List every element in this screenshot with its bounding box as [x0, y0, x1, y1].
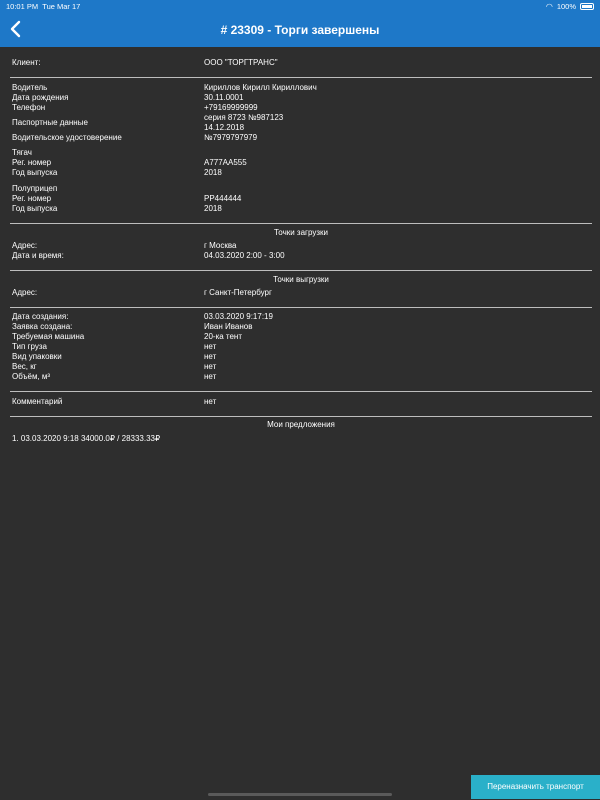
volume-row [10, 372, 592, 382]
license-row [10, 133, 592, 143]
unloading-section-title: Точки выгрузки [273, 275, 329, 284]
cargo-value: нет [204, 342, 217, 351]
trailer-label: Полуприцеп [12, 184, 58, 193]
tractor-year-row [10, 168, 592, 178]
trailer-reg-label: Рег. номер [12, 194, 52, 203]
page-title: # 23309 - Торги завершены [220, 23, 380, 37]
offers-section-title: Мои предложения [267, 420, 335, 429]
cargo-label: Тип груза [12, 342, 47, 351]
weight-value: нет [204, 362, 217, 371]
weight-row [10, 362, 592, 372]
trailer-heading [10, 184, 592, 194]
loading-time-value: 04.03.2020 2:00 - 3:00 [204, 251, 285, 260]
weight-label: Вес, кг [12, 362, 37, 371]
created-label: Дата создания: [12, 312, 69, 321]
created-row [10, 312, 592, 322]
tractor-year-label: Год выпуска [12, 168, 58, 177]
pack-row [10, 352, 592, 362]
created-value: 03.03.2020 9:17:19 [204, 312, 273, 321]
birth-row [10, 93, 592, 103]
loading-addr-value: г Москва [204, 241, 237, 250]
passport-row [10, 113, 592, 133]
vehicle-label: Требуемая машина [12, 332, 85, 341]
vehicle-value: 20-ка тент [204, 332, 243, 341]
author-label: Заявка создана: [12, 322, 73, 331]
passport-series: серия 8723 №987123 [204, 113, 284, 122]
wifi-icon: ◠ [545, 1, 553, 11]
phone-label: Телефон [12, 103, 46, 112]
unloading-addr-value: г Санкт-Петербург [204, 288, 272, 297]
tractor-reg-value: А777АА555 [204, 158, 247, 167]
unloading-addr-row [10, 288, 592, 298]
trailer-year-row [10, 204, 592, 214]
status-date: Tue Mar 17 [42, 2, 81, 11]
author-row [10, 322, 592, 332]
tractor-reg-row [10, 158, 592, 168]
pack-value: нет [204, 352, 217, 361]
battery-percent: 100% [556, 2, 576, 11]
unloading-addr-label: Адрес: [12, 288, 38, 297]
author-value: Иван Иванов [204, 322, 253, 331]
driver-row [10, 83, 592, 93]
client-value: ООО "ТОРГТРАНС" [204, 58, 278, 67]
cargo-row [10, 342, 592, 352]
loading-addr-label: Адрес: [12, 241, 38, 250]
battery-icon [580, 3, 594, 10]
loading-time-row [10, 251, 592, 261]
volume-label: Объём, м³ [12, 372, 51, 381]
reassign-transport-button[interactable]: Переназначить транспорт [471, 775, 600, 799]
status-time: 10:01 PM Tue Mar 17 [6, 2, 81, 11]
tractor-year-value: 2018 [204, 168, 222, 177]
client-label: Клиент: [12, 58, 41, 67]
order-details [10, 47, 592, 444]
comment-value: нет [204, 397, 217, 406]
tractor-label: Тягач [12, 148, 32, 157]
trailer-year-value: 2018 [204, 204, 222, 213]
status-bar [0, 0, 600, 14]
tractor-heading [10, 148, 592, 158]
loading-addr-row [10, 241, 592, 251]
passport-label: Паспортные данные [12, 118, 88, 127]
license-label: Водительское удостоверение [12, 133, 122, 142]
birth-value: 30.11.0001 [204, 93, 244, 102]
nav-bar [0, 14, 600, 47]
pack-label: Вид упаковки [12, 352, 62, 361]
license-value: №7979797979 [204, 133, 258, 142]
phone-value: +79169999999 [204, 103, 258, 112]
comment-label: Комментарий [12, 397, 63, 406]
trailer-reg-value: РР444444 [204, 194, 242, 203]
phone-row [10, 103, 592, 113]
loading-section-title: Точки загрузки [274, 228, 328, 237]
home-indicator[interactable] [208, 793, 392, 796]
trailer-year-label: Год выпуска [12, 204, 58, 213]
loading-time-label: Дата и время: [12, 251, 64, 260]
volume-value: нет [204, 372, 217, 381]
birth-label: Дата рождения [12, 93, 69, 102]
client-row [10, 58, 592, 68]
trailer-reg-row [10, 194, 592, 204]
offer-item: 1. 03.03.2020 9:18 34000.0₽ / 28333.33₽ [12, 434, 161, 443]
driver-label: Водитель [12, 83, 48, 92]
driver-name: Кириллов Кирилл Кириллович [204, 83, 317, 92]
passport-date: 14.12.2018 [204, 123, 245, 132]
tractor-reg-label: Рег. номер [12, 158, 52, 167]
comment-row [10, 397, 592, 407]
vehicle-row [10, 332, 592, 342]
